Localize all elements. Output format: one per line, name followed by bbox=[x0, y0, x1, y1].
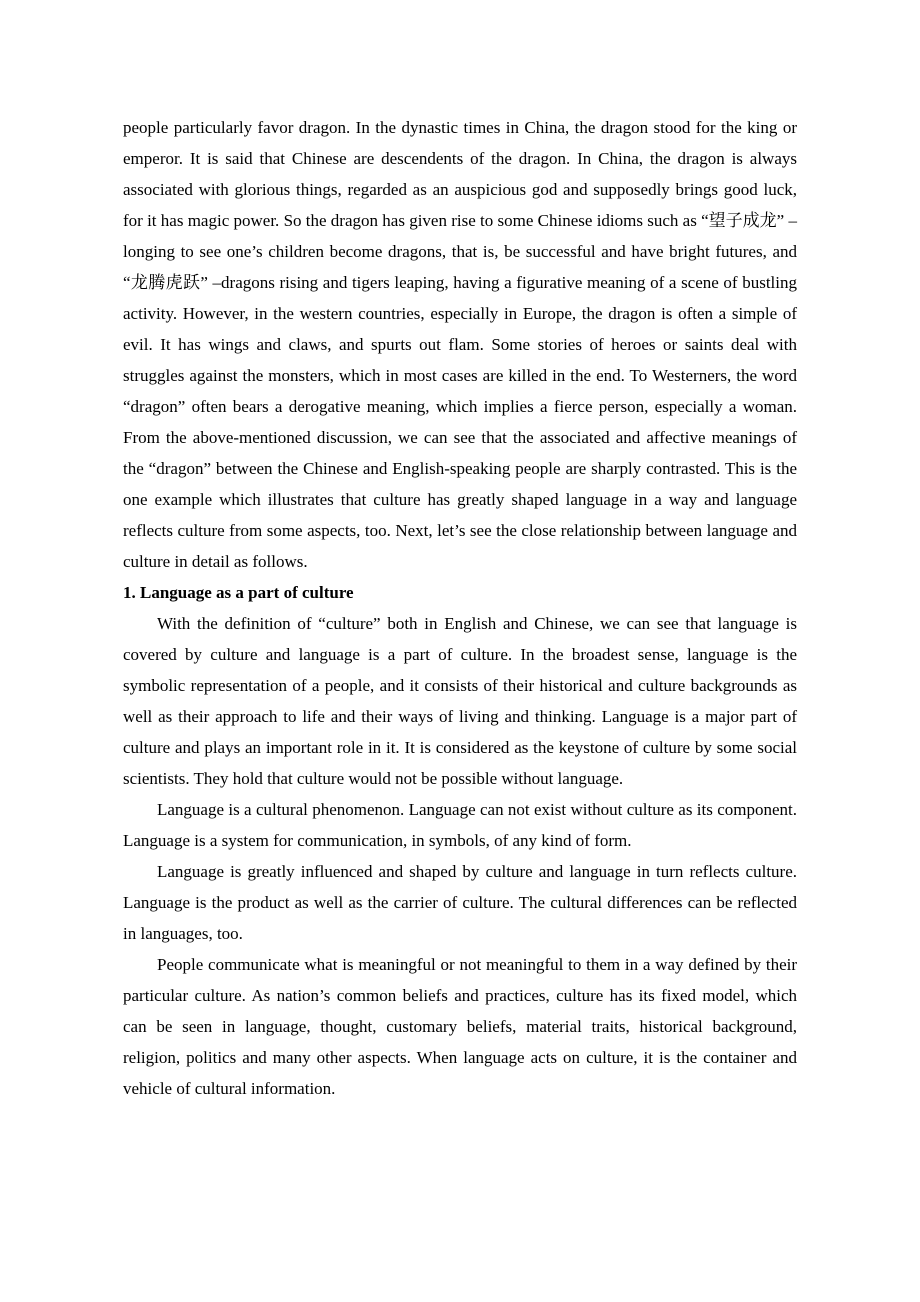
paragraph-language-part-of-culture: With the definition of “culture” both in English and Chinese, we can see that language is covered by culture and language is a part of culture. In the broadest sense, language is the symbolic representation of a people, and it consists of their historical and culture backgrounds as well as their approach to life and their ways of living and thinking. Language is a major part of culture and plays an important role in it. It is considered as the keystone of culture by some social scientists. They hold that culture would not be possible without language. bbox=[123, 614, 797, 788]
paragraph-communication-culture: People communicate what is meaningful or not meaningful to them in a way defined by their particular culture. As nation’s common beliefs and practices, culture has its fixed model, which can be seen in language, thought, customary beliefs, material traits, historical background, religion, politics and many other aspects. When language acts on culture, it is the container and vehicle of cultural information. bbox=[123, 955, 797, 1098]
document-page bbox=[123, 112, 797, 1104]
section-heading: 1. Language as a part of culture bbox=[123, 583, 354, 602]
paragraph-influenced-by-culture: Language is greatly influenced and shaped by culture and language in turn reflects culture. Language is the product as well as the carrier of culture. The cultural differences can be reflected in languages, too. bbox=[123, 862, 797, 943]
paragraph-dragon-contrast: people particularly favor dragon. In the dynastic times in China, the dragon stood for the king or emperor. It is said that Chinese are descendents of the dragon. In China, the dragon is always associated with glorious things, regarded as an auspicious god and supposedly brings good luck, for it has magic power. So the dragon has given rise to some Chinese idioms such as “望子成龙” –longing to see one’s children become dragons, that is, be successful and have bright futures, and “龙腾虎跃” –dragons rising and tigers leaping, having a figurative meaning of a scene of bustling activity. However, in the western countries, especially in Europe, the dragon is often a simple of evil. It has wings and claws, and spurts out flam. Some stories of heroes or saints deal with struggles against the monsters, which in most cases are killed in the end. To Westerners, the word “dragon” often bears a derogative meaning, which implies a fierce person, especially a woman. From the above-mentioned discussion, we can see that the associated and affective meanings of the “dragon” between the Chinese and English-speaking people are sharply contrasted. This is the one example which illustrates that culture has greatly shaped language in a way and language reflects culture from some aspects, too. Next, let’s see the close relationship between language and culture in detail as follows. bbox=[123, 118, 797, 571]
paragraph-cultural-phenomenon: Language is a cultural phenomenon. Language can not exist without culture as its component. Language is a system for communication, in symbols, of any kind of form. bbox=[123, 800, 797, 850]
